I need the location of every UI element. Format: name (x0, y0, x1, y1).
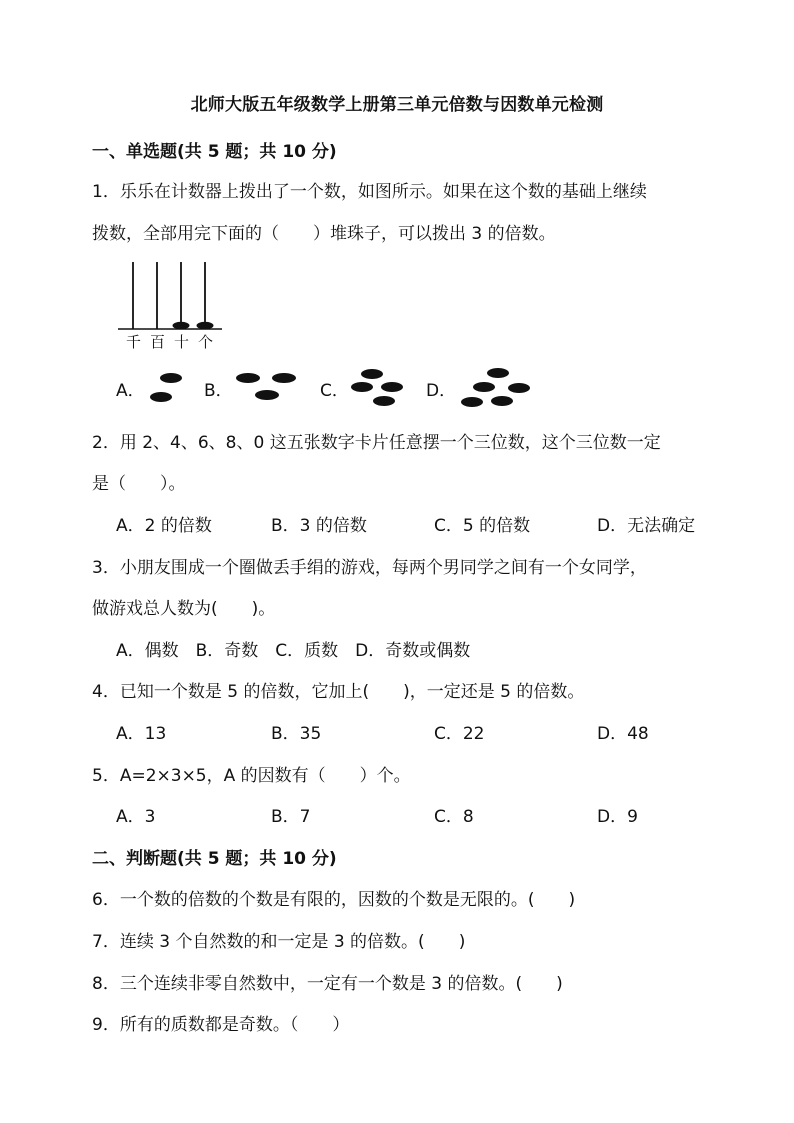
question-3-line-1: 3．小朋友围成一个圈做丢手绢的游戏，每两个男同学之间有一个女同学， (92, 558, 647, 578)
q4-option-d: D．48 (597, 724, 649, 744)
q2-option-d: D．无法确定 (597, 516, 696, 536)
abacus-bead-tens (173, 322, 190, 330)
q3-options: A．偶数 B．奇数 C．质数 D．奇数或偶数 (116, 641, 471, 661)
q1-option-d-beads (456, 364, 536, 412)
abacus-label-tens: 十 (174, 333, 190, 351)
question-1-line-2: 拨数，全部用完下面的（ ）堆珠子，可以拨出 3 的倍数。 (92, 224, 556, 244)
question-2-line-2: 是（ ）。 (92, 474, 186, 494)
q2-option-c: C．5 的倍数 (434, 516, 531, 536)
question-4-line-1: 4．已知一个数是 5 的倍数，它加上( )，一定还是 5 的倍数。 (92, 682, 585, 702)
question-7: 7．连续 3 个自然数的和一定是 3 的倍数。( ) (92, 932, 466, 952)
question-2-line-1: 2．用 2、4、6、8、0 这五张数字卡片任意摆一个三位数，这个三位数一定 (92, 433, 661, 453)
q1-option-c-label: C． (320, 381, 349, 401)
q4-option-a: A．13 (116, 724, 167, 744)
page-title: 北师大版五年级数学上册第三单元倍数与因数单元检测 (190, 95, 604, 115)
q5-option-d: D．9 (597, 807, 638, 827)
question-6: 6．一个数的倍数的个数是有限的，因数的个数是无限的。( ) (92, 890, 576, 910)
abacus-label-hundreds: 百 (150, 333, 166, 351)
question-1-line-1: 1．乐乐在计数器上拨出了一个数，如图所示。如果在这个数的基础上继续 (92, 182, 647, 202)
q1-option-b-label: B． (204, 381, 233, 401)
q4-option-b: B．35 (271, 724, 322, 744)
q2-option-a: A．2 的倍数 (116, 516, 212, 536)
question-5-line-1: 5．A=2×3×5，A 的因数有（ ）个。 (92, 766, 411, 786)
question-9: 9．所有的质数都是奇数。（ ） (92, 1015, 350, 1035)
question-3-line-2: 做游戏总人数为( )。 (92, 599, 276, 619)
q5-option-a: A．3 (116, 807, 156, 827)
q1-option-a-label: A． (116, 381, 145, 401)
abacus-bead-ones (197, 322, 214, 330)
q5-option-b: B．7 (271, 807, 311, 827)
q1-option-a-beads (146, 370, 188, 406)
q1-option-d-label: D． (426, 381, 457, 401)
q1-option-b-beads (232, 370, 302, 406)
q2-option-b: B．3 的倍数 (271, 516, 367, 536)
q5-option-c: C．8 (434, 807, 474, 827)
q1-option-c-beads (348, 366, 408, 410)
abacus-label-ones: 个 (198, 333, 214, 351)
section-heading-single-choice: 一、单选题(共 5 题；共 10 分) (92, 142, 337, 162)
q4-option-c: C．22 (434, 724, 485, 744)
question-8: 8．三个连续非零自然数中，一定有一个数是 3 的倍数。( ) (92, 974, 563, 994)
abacus-label-thousands: 千 (126, 333, 142, 351)
section-heading-true-false: 二、判断题(共 5 题；共 10 分) (92, 849, 337, 869)
